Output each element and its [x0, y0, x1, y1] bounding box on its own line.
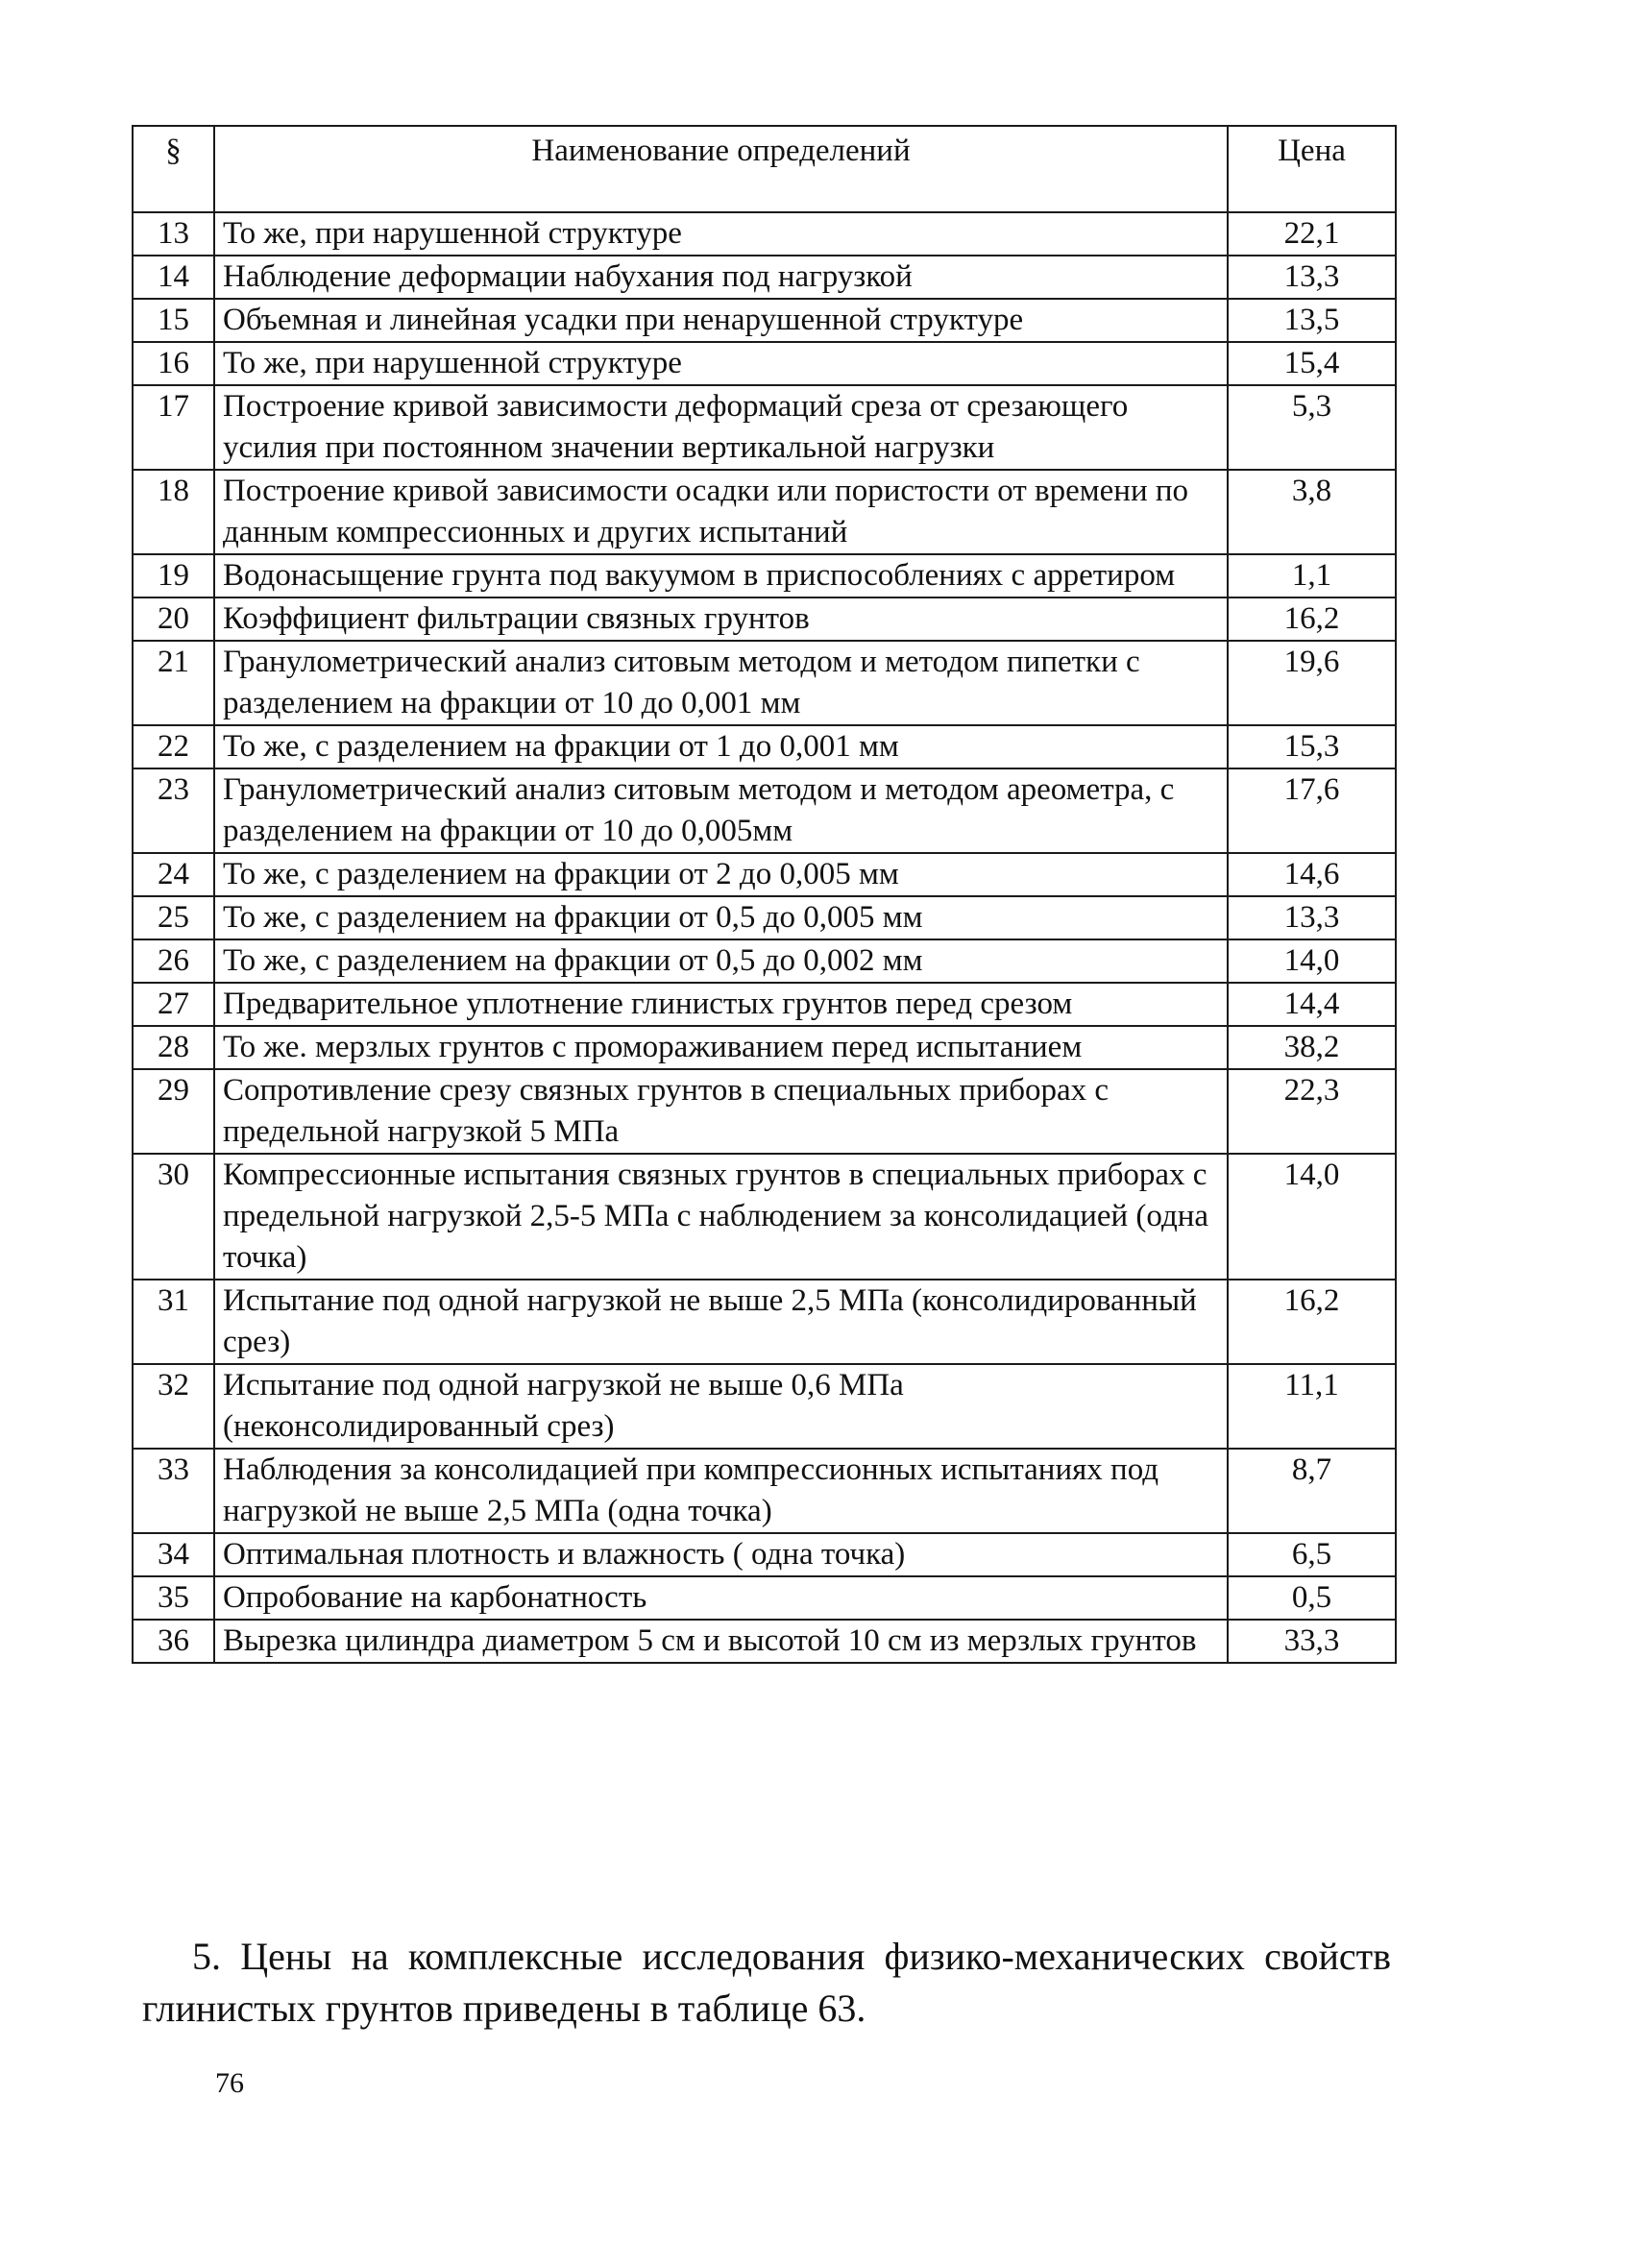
row-determination-name: Опробование на карбонатность [214, 1576, 1228, 1620]
row-section-number: 35 [133, 1576, 214, 1620]
table-row [133, 1620, 1396, 1663]
row-price: 0,5 [1228, 1576, 1396, 1620]
header-determination-name: Наименование определений [214, 126, 1228, 212]
table-row [133, 212, 1396, 256]
row-determination-name: Наблюдения за консолидацией при компрессионных испытаниях под нагрузкой не выше 2,5 МПа (одна точка) [214, 1449, 1228, 1533]
table-body [133, 212, 1396, 1663]
row-section-number: 19 [133, 554, 214, 597]
table-row [133, 1449, 1396, 1533]
row-price: 17,6 [1228, 768, 1396, 853]
price-table [132, 125, 1397, 1664]
footer-paragraph: 5. Цены на комплексные исследования физико-механических свойств глинистых грунтов приведены в таблице 63. [142, 1935, 1391, 2030]
row-price: 14,6 [1228, 853, 1396, 896]
table-row [133, 983, 1396, 1026]
row-section-number: 23 [133, 768, 214, 853]
row-price: 22,1 [1228, 212, 1396, 256]
table-row [133, 1576, 1396, 1620]
row-price: 15,4 [1228, 342, 1396, 385]
row-determination-name: Сопротивление срезу связных грунтов в специальных приборах с предельной нагрузкой 5 МПа [214, 1069, 1228, 1154]
row-price: 16,2 [1228, 1280, 1396, 1364]
row-price: 13,5 [1228, 299, 1396, 342]
table-row [133, 853, 1396, 896]
row-determination-name: Водонасыщение грунта под вакуумом в приспособлениях с арретиром [214, 554, 1228, 597]
table-row [133, 597, 1396, 641]
row-price: 13,3 [1228, 256, 1396, 299]
row-price: 33,3 [1228, 1620, 1396, 1663]
table-row [133, 1026, 1396, 1069]
row-section-number: 28 [133, 1026, 214, 1069]
row-section-number: 36 [133, 1620, 214, 1663]
row-section-number: 15 [133, 299, 214, 342]
table-row [133, 1364, 1396, 1449]
row-determination-name: Коэффициент фильтрации связных грунтов [214, 597, 1228, 641]
row-section-number: 13 [133, 212, 214, 256]
row-determination-name: То же, при нарушенной структуре [214, 342, 1228, 385]
row-determination-name: То же, с разделением на фракции от 0,5 до 0,005 мм [214, 896, 1228, 939]
table-row [133, 554, 1396, 597]
row-determination-name: Объемная и линейная усадки при ненарушенной структуре [214, 299, 1228, 342]
row-price: 1,1 [1228, 554, 1396, 597]
row-section-number: 25 [133, 896, 214, 939]
row-price: 6,5 [1228, 1533, 1396, 1576]
table-row [133, 1154, 1396, 1280]
table-row [133, 725, 1396, 768]
table-row [133, 939, 1396, 983]
row-determination-name: Наблюдение деформации набухания под нагрузкой [214, 256, 1228, 299]
row-price: 14,0 [1228, 1154, 1396, 1280]
row-section-number: 17 [133, 385, 214, 470]
table-row [133, 896, 1396, 939]
row-determination-name: Испытание под одной нагрузкой не выше 0,6 МПа (неконсолидированный срез) [214, 1364, 1228, 1449]
row-price: 22,3 [1228, 1069, 1396, 1154]
row-section-number: 14 [133, 256, 214, 299]
row-section-number: 22 [133, 725, 214, 768]
table-row [133, 342, 1396, 385]
row-determination-name: То же, при нарушенной структуре [214, 212, 1228, 256]
row-determination-name: Компрессионные испытания связных грунтов в специальных приборах с предельной нагрузкой 2,5-5 МПа с наблюдением за консолидацией (одна точка) [214, 1154, 1228, 1280]
row-price: 19,6 [1228, 641, 1396, 725]
row-section-number: 20 [133, 597, 214, 641]
row-price: 38,2 [1228, 1026, 1396, 1069]
row-section-number: 34 [133, 1533, 214, 1576]
row-section-number: 29 [133, 1069, 214, 1154]
table-row [133, 299, 1396, 342]
row-price: 13,3 [1228, 896, 1396, 939]
row-section-number: 32 [133, 1364, 214, 1449]
row-section-number: 33 [133, 1449, 214, 1533]
row-determination-name: Построение кривой зависимости осадки или пористости от времени по данным компрессионных и других испытаний [214, 470, 1228, 554]
table-row [133, 1069, 1396, 1154]
header-price: Цена [1228, 126, 1396, 212]
row-price: 5,3 [1228, 385, 1396, 470]
row-price: 16,2 [1228, 597, 1396, 641]
page-number: 76 [215, 2067, 244, 2099]
table-row [133, 470, 1396, 554]
row-section-number: 16 [133, 342, 214, 385]
row-determination-name: Вырезка цилиндра диаметром 5 см и высотой 10 см из мерзлых грунтов [214, 1620, 1228, 1663]
row-determination-name: То же. мерзлых грунтов с проморaживанием перед испытанием [214, 1026, 1228, 1069]
row-determination-name: То же, с разделением на фракции от 1 до 0,001 мм [214, 725, 1228, 768]
row-determination-name: То же, с разделением на фракции от 2 до 0,005 мм [214, 853, 1228, 896]
table-row [133, 768, 1396, 853]
row-determination-name: Гранулометрический анализ ситовым методом и методом пипетки с разделением на фракции от 10 до 0,001 мм [214, 641, 1228, 725]
row-determination-name: Построение кривой зависимости деформаций среза от срезающего усилия при постоянном значении вертикальной нагрузки [214, 385, 1228, 470]
row-determination-name: Предварительное уплотнение глинистых грунтов перед срезом [214, 983, 1228, 1026]
row-determination-name: Гранулометрический анализ ситовым методом и методом ареометра, с разделением на фракции от 10 до 0,005мм [214, 768, 1228, 853]
table-header-row [133, 126, 1396, 212]
row-section-number: 30 [133, 1154, 214, 1280]
row-determination-name: Оптимальная плотность и влажность ( одна точка) [214, 1533, 1228, 1576]
row-section-number: 26 [133, 939, 214, 983]
table-row [133, 385, 1396, 470]
row-price: 8,7 [1228, 1449, 1396, 1533]
row-section-number: 27 [133, 983, 214, 1026]
row-price: 14,0 [1228, 939, 1396, 983]
row-section-number: 24 [133, 853, 214, 896]
row-price: 15,3 [1228, 725, 1396, 768]
row-price: 14,4 [1228, 983, 1396, 1026]
table-row [133, 256, 1396, 299]
row-section-number: 31 [133, 1280, 214, 1364]
row-determination-name: То же, с разделением на фракции от 0,5 до 0,002 мм [214, 939, 1228, 983]
row-price: 11,1 [1228, 1364, 1396, 1449]
row-section-number: 18 [133, 470, 214, 554]
table-row [133, 1280, 1396, 1364]
header-section-number: § [133, 126, 214, 212]
table-row [133, 641, 1396, 725]
row-section-number: 21 [133, 641, 214, 725]
table-row [133, 1533, 1396, 1576]
row-price: 3,8 [1228, 470, 1396, 554]
row-determination-name: Испытание под одной нагрузкой не выше 2,5 МПа (консолидированный срез) [214, 1280, 1228, 1364]
